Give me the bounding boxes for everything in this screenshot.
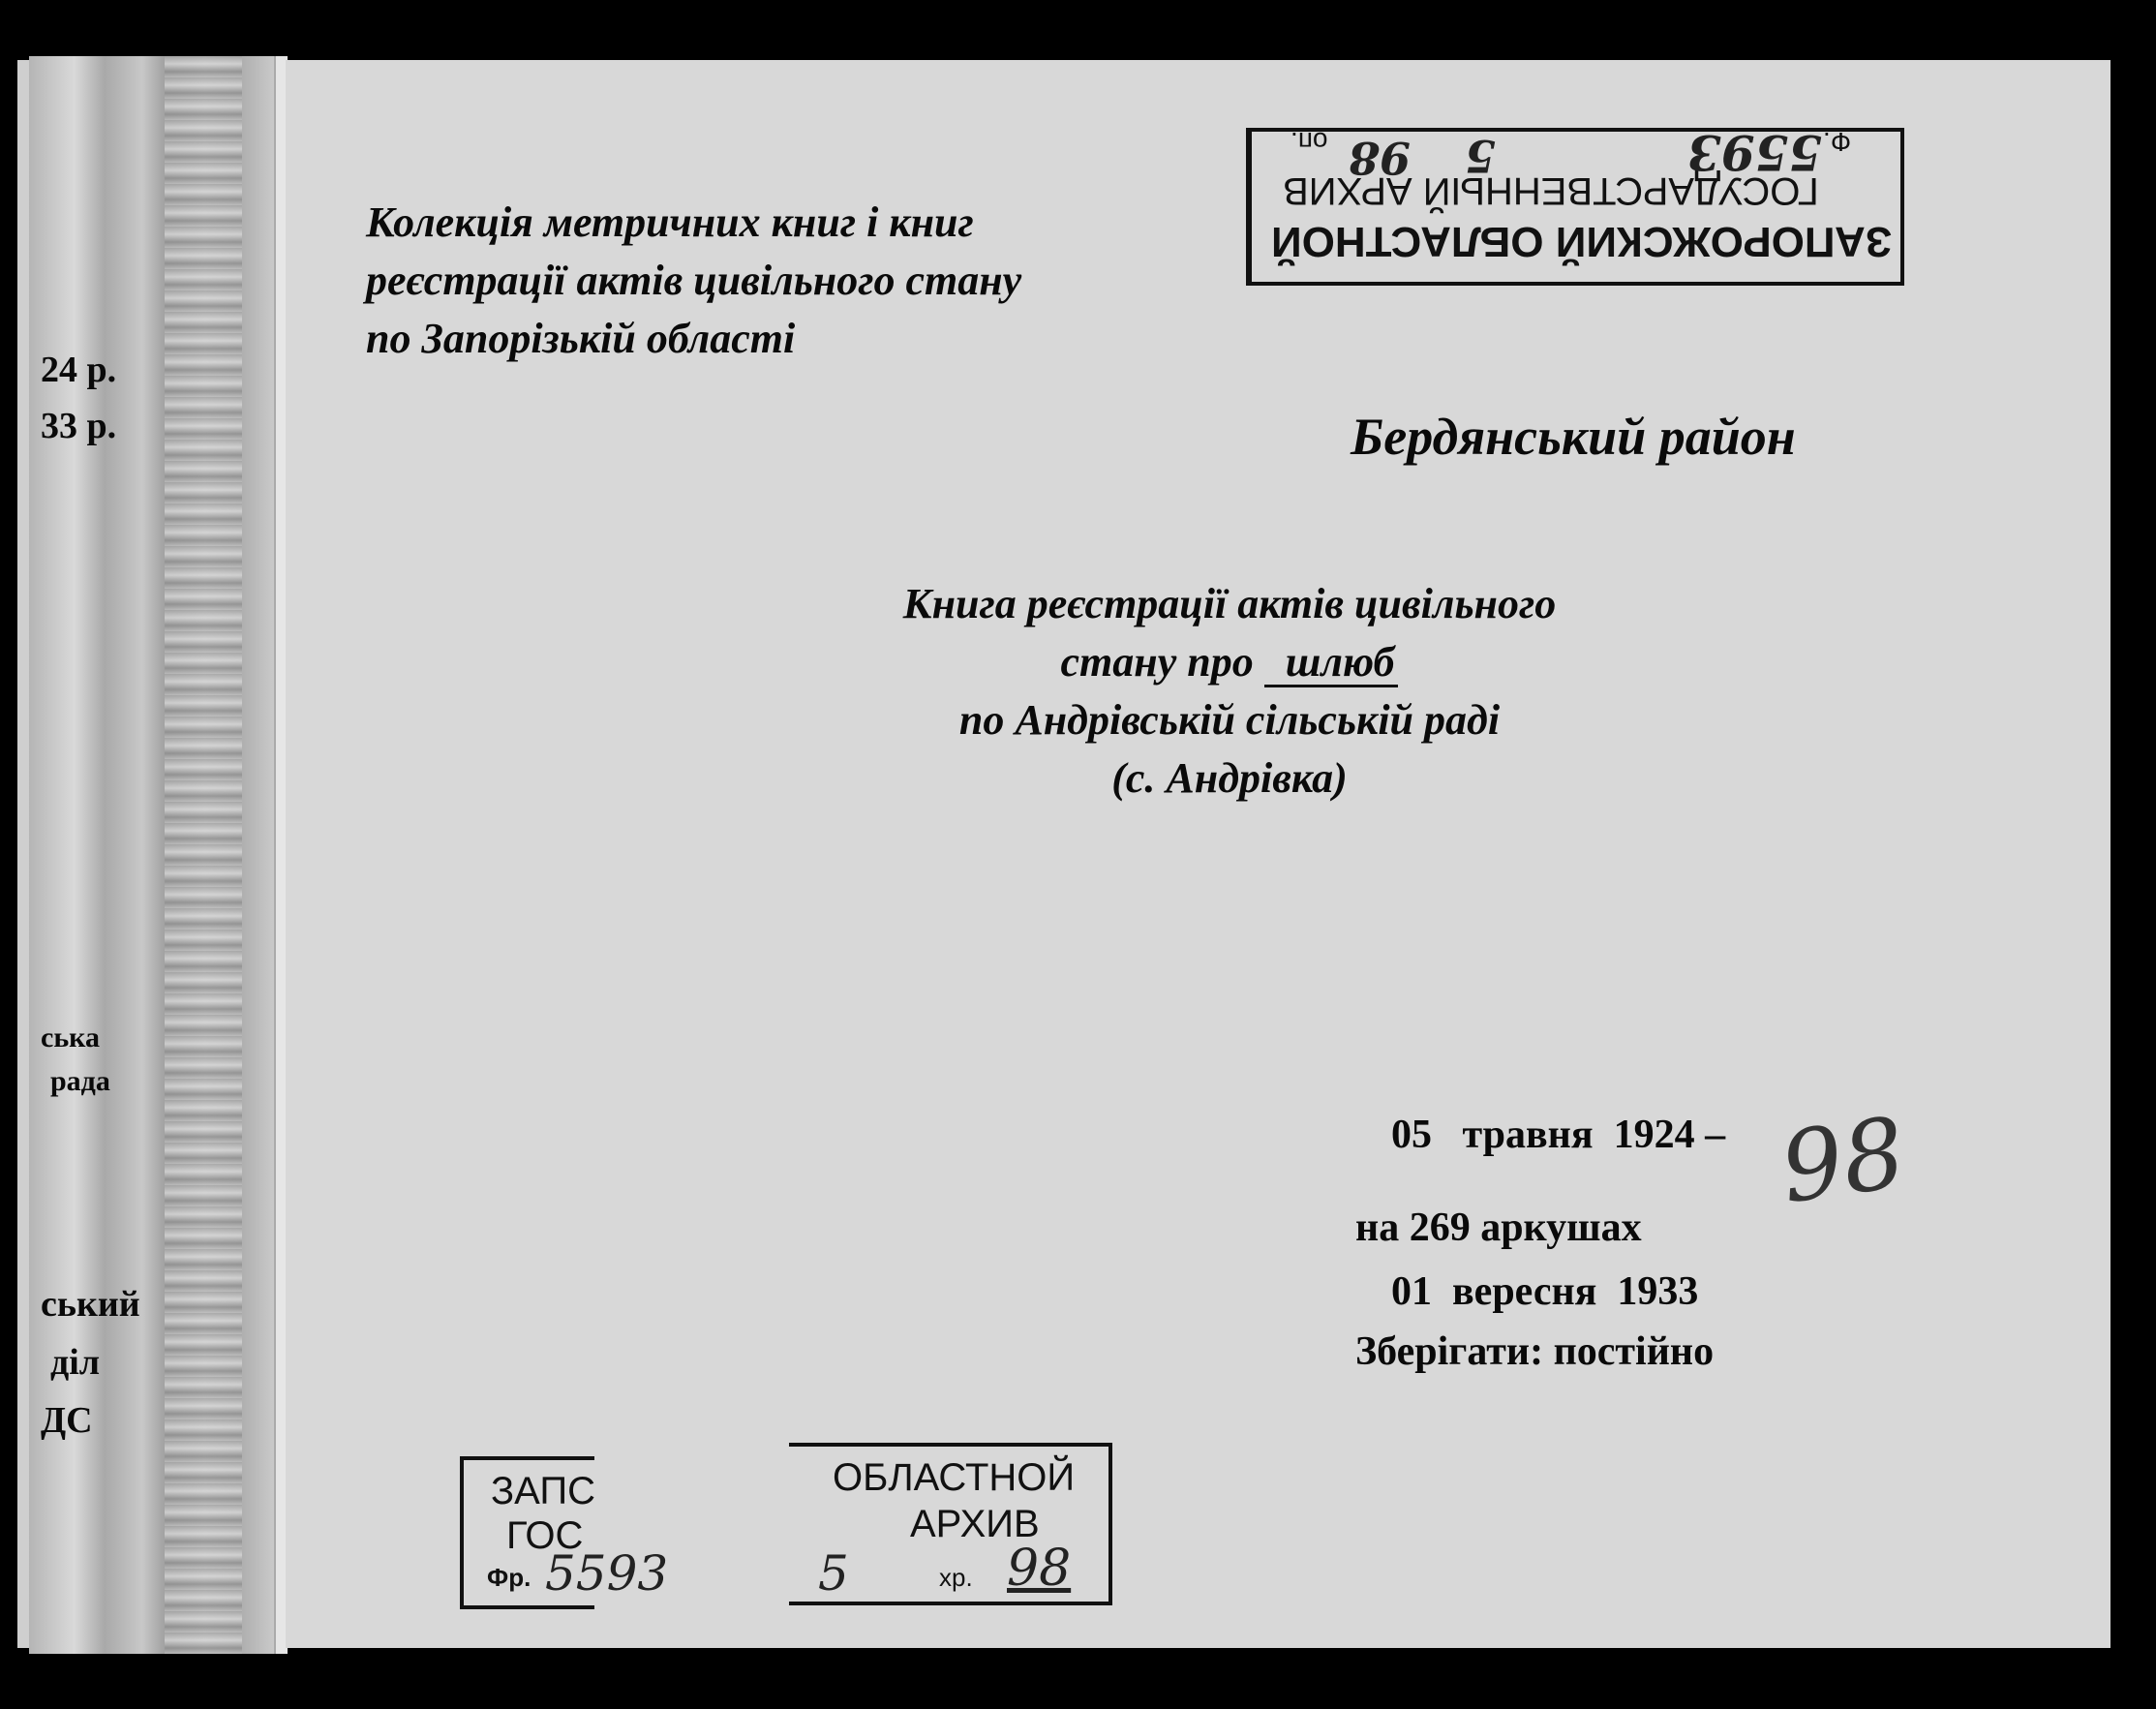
date-start: 05 травня 1924 – xyxy=(1391,1113,1726,1157)
stamp-fond-label: Фр. xyxy=(487,1563,531,1592)
spine-line: 33 р. xyxy=(41,406,117,446)
spine-line: 24 р. xyxy=(41,350,117,390)
book-type-value: шлюб xyxy=(1264,640,1399,687)
stamp-fond-label: Ф. xyxy=(1823,127,1852,157)
book-title xyxy=(697,575,1762,808)
spine-line: рада xyxy=(50,1065,110,1097)
collection-line: Колекція метричних книг і книг xyxy=(366,198,974,246)
stamp-opis-value: 5 xyxy=(818,1545,849,1602)
stamp-line: АРХИВ xyxy=(910,1503,1040,1545)
stamp-line: ЗАПОРОЖСКИЙ ОБЛАСТНОЙ xyxy=(1271,218,1893,265)
stamp-line: ГОС xyxy=(506,1514,584,1557)
stamp-line: ГОСУДАРСТВЕННЫЙ АРХИВ xyxy=(1283,169,1819,212)
archive-stamp-top xyxy=(1246,124,1904,286)
sheet-count: на 269 аркушах xyxy=(1355,1205,1642,1250)
date-range xyxy=(1391,1004,1725,1370)
book-title-line: (с. Андрівка) xyxy=(1111,754,1348,802)
stamp-item-value: 98 xyxy=(1349,132,1412,184)
stamp-item-label: хр. xyxy=(939,1563,973,1592)
stamp-line: ЗАПС xyxy=(491,1470,596,1512)
book-title-line: по Андрівській сільській раді xyxy=(958,696,1501,744)
stamp-line: ОБЛАСТНОЙ xyxy=(833,1456,1076,1499)
spine-line: ський xyxy=(41,1284,140,1325)
stamp-opis-value: 5 xyxy=(1465,130,1497,182)
stamp-fond-value: 5593 xyxy=(545,1545,669,1602)
collection-line: по Запорізькій області xyxy=(366,315,796,362)
collection-line: реєстрації актів цивільного стану xyxy=(366,257,1022,304)
retention-note: Зберігати: постійно xyxy=(1355,1329,1715,1374)
stamp-item-value: 98 xyxy=(1007,1540,1072,1598)
spine-line: ДС xyxy=(41,1400,93,1441)
stamp-fond-value: 5593 xyxy=(1687,124,1823,181)
book-type-prefix: стану про xyxy=(1060,638,1254,686)
collection-title xyxy=(366,194,1021,368)
book-title-line: Книга реєстрації актів цивільного xyxy=(902,580,1557,627)
handwritten-number: 98 xyxy=(1774,1095,1912,1226)
stamp-opis-label: оп. xyxy=(1291,127,1328,157)
book-title-line xyxy=(697,633,1762,691)
district-title: Бердянський район xyxy=(1351,408,1796,466)
spine-line: ська xyxy=(41,1022,101,1053)
archive-stamp-bottom xyxy=(460,1443,1113,1602)
date-end: 01 вересня 1933 xyxy=(1391,1269,1699,1314)
spine-tape xyxy=(165,56,242,1654)
spine-line: діл xyxy=(50,1342,101,1383)
